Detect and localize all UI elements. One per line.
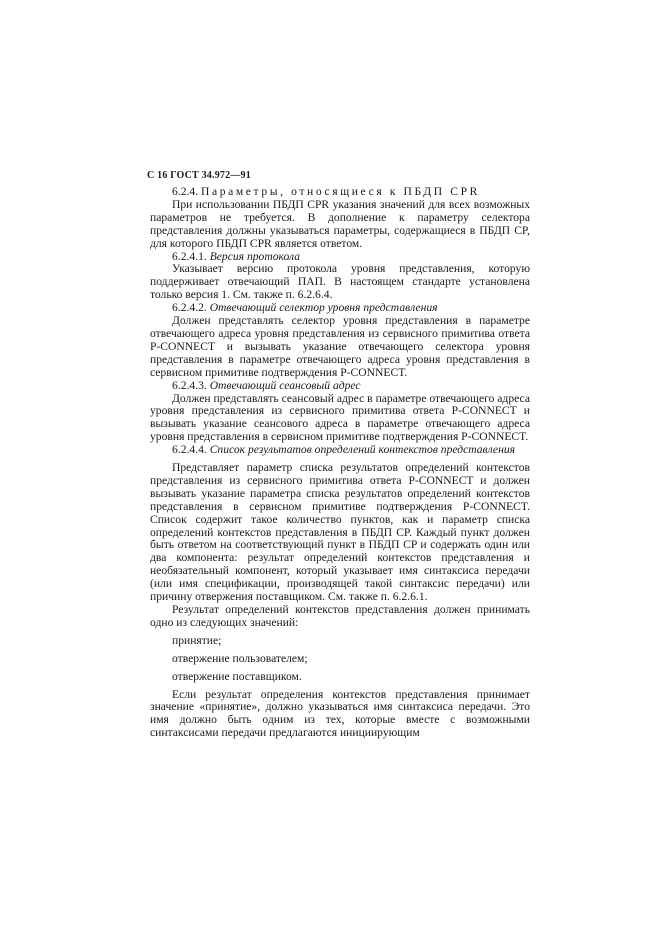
section-6-2-4-heading: [150, 186, 530, 199]
section-number: 6.2.4.: [172, 185, 199, 198]
document-body: [150, 186, 530, 740]
section-6-2-4-3-heading: [150, 380, 530, 393]
list-item: отвержение пользователем;: [172, 651, 308, 665]
section-number: 6.2.4.1.: [172, 249, 207, 263]
section-6-2-4-3-paragraph: Должен представлять сеансовый адрес в параметре отвечающего адреса уровня представления из сервисного примитива ответа P-CONNECT и вызывать указание сеансового адреса в параметре отвечающего адреса уровня представления в сервисном примитиве подтверждения P-CONNECT.: [150, 391, 530, 444]
section-title: Отвечающий селектор уровня представления: [209, 301, 438, 315]
list-item: отвержение поставщиком.: [172, 669, 302, 683]
section-number: 6.2.4.2.: [172, 301, 207, 315]
section-6-2-4-1-paragraph: Указывает версию протокола уровня представления, которую поддерживает отвечающий ПАП. В настоящем стандарте установлена только версия 1. См. также п. 6.2.6.4.: [150, 262, 530, 302]
section-title: Версия протокола: [209, 249, 300, 263]
list-item: принятие;: [172, 633, 222, 647]
section-number: 6.2.4.3.: [172, 378, 207, 392]
section-6-2-4-4-paragraph-3: Если результат определения контекстов представления принимает значение «принятие», должно указываться имя синтаксиса передачи. Это имя должно быть одним из тех, которые вместе с возможными синтаксисами передачи предлагаются инициирующим: [150, 687, 530, 740]
section-6-2-4-4-paragraph-2: Результат определений контекстов представления должен принимать одно из следующих значений:: [150, 603, 530, 629]
section-title: Отвечающий сеансовый адрес: [209, 378, 361, 392]
section-title: Параметры, относящиеся к ПБДП CPR: [201, 185, 480, 198]
page-header: С 16 ГОСТ 34.972—91: [147, 170, 251, 181]
section-title: Список результатов определений контекстов представления: [209, 443, 516, 457]
section-6-2-4-4-paragraph-1: Представляет параметр списка результатов определений контекстов представления из сервисного примитива ответа P-CONNECT и должен вызывать указание параметра списка результатов определений контекстов представления в сервисном примитиве подтверждения P-CONNECT. Список содержит такое количество пунктов, как и параметр списка определений контекстов представления в ПБДП CP. Каждый пункт должен быть ответом на соответствующий пункт в ПБДП CP и содержать один или два компонента: результат определений контекстов представления и необязательный компонент, который указывает имя синтаксиса передачи (или имя спецификации, производящей такой синтаксис передачи) или причину отвержения поставщиком. См. также п. 6.2.6.1.: [150, 461, 530, 604]
section-6-2-4-2-paragraph: Должен представлять селектор уровня представления в параметре отвечающего адреса уровня представления из сервисного примитива ответа P-CONNECT и вызывать указание отвечающего селектора уровня представления в параметре отвечающего адреса уровня представления в сервисном примитиве подтверждения P-CONNECT.: [150, 314, 530, 379]
section-6-2-4-4-heading: [150, 444, 530, 457]
section-number: 6.2.4.4.: [172, 443, 207, 457]
section-6-2-4-paragraph: При использовании ПБДП CPR указания значений для всех возможных параметров не требуется. В дополнение к параметру селектора представления должны указываться параметры, содержащиеся в ПБДП CP, для которого ПБДП CPR является ответом.: [150, 197, 530, 250]
